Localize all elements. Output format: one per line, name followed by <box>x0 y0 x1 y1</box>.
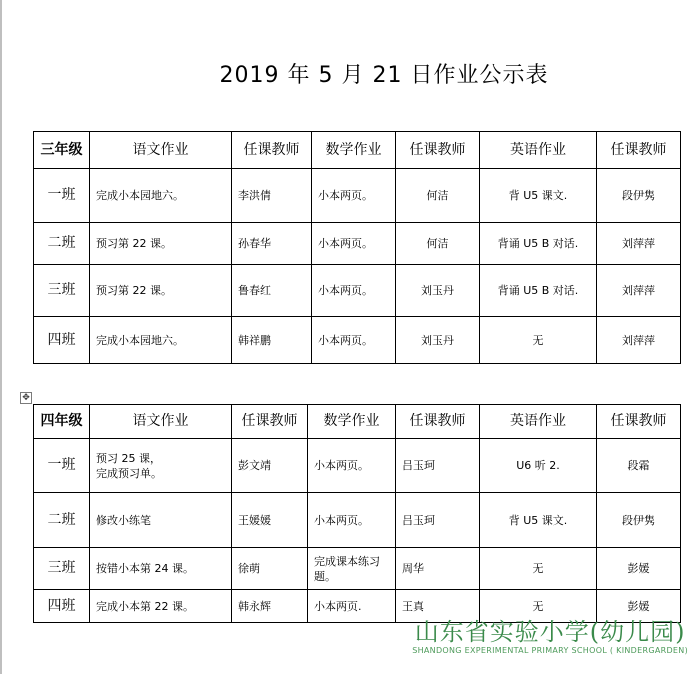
math-homework: 小本两页。 <box>312 265 396 317</box>
teacher-name: 段霜 <box>597 439 681 493</box>
table-row <box>34 223 681 265</box>
class-label: 二班 <box>34 223 90 265</box>
teacher-name: 段伊隽 <box>597 169 681 223</box>
table-row <box>34 493 681 548</box>
class-label: 三班 <box>34 548 90 590</box>
english-homework: 背诵 U5 B 对话. <box>480 265 597 317</box>
teacher-name: 彭文靖 <box>232 439 308 493</box>
grade-label: 三年级 <box>34 132 90 169</box>
class-label: 一班 <box>34 439 90 493</box>
class-label: 一班 <box>34 169 90 223</box>
teacher-name: 刘玉丹 <box>396 265 480 317</box>
page-edge <box>0 0 2 674</box>
table-header-row <box>34 132 681 169</box>
math-homework: 小本两页。 <box>312 169 396 223</box>
teacher-name: 鲁春红 <box>232 265 312 317</box>
teacher-name: 韩祥鹏 <box>232 317 312 364</box>
english-homework: U6 听 2. <box>480 439 597 493</box>
chinese-homework: 预习第 22 课。 <box>90 223 232 265</box>
chinese-homework: 完成小本园地六。 <box>90 169 232 223</box>
english-homework: 无 <box>480 590 597 623</box>
english-homework: 无 <box>480 548 597 590</box>
math-homework <box>308 548 396 590</box>
header-chinese: 语文作业 <box>90 132 232 169</box>
header-teacher: 任课教师 <box>232 405 308 439</box>
math-homework: 小本两页。 <box>308 439 396 493</box>
school-logo <box>412 618 688 656</box>
teacher-name: 刘萍萍 <box>597 265 681 317</box>
table-row <box>34 169 681 223</box>
class-label: 二班 <box>34 493 90 548</box>
header-teacher: 任课教师 <box>396 405 480 439</box>
chinese-homework <box>90 439 232 493</box>
table-row <box>34 265 681 317</box>
table-row <box>34 548 681 590</box>
teacher-name: 段伊隽 <box>597 493 681 548</box>
class-label: 四班 <box>34 590 90 623</box>
header-teacher: 任课教师 <box>396 132 480 169</box>
teacher-name: 刘萍萍 <box>597 317 681 364</box>
english-homework: 无 <box>480 317 597 364</box>
math-homework-line: 完成课本练习 <box>314 554 380 568</box>
teacher-name: 李洪倩 <box>232 169 312 223</box>
teacher-name: 何洁 <box>396 169 480 223</box>
homework-table-grade3 <box>33 131 681 364</box>
class-label: 四班 <box>34 317 90 364</box>
chinese-homework: 完成小本园地六。 <box>90 317 232 364</box>
header-english: 英语作业 <box>480 132 597 169</box>
math-homework: 小本两页。 <box>312 317 396 364</box>
header-math: 数学作业 <box>312 132 396 169</box>
teacher-name: 何洁 <box>396 223 480 265</box>
teacher-name: 吕玉珂 <box>396 493 480 548</box>
header-teacher: 任课教师 <box>597 132 681 169</box>
move-arrows-icon[interactable]: ✥ <box>20 392 32 404</box>
table-row <box>34 439 681 493</box>
teacher-name: 王真 <box>396 590 480 623</box>
header-math: 数学作业 <box>308 405 396 439</box>
teacher-name: 刘玉丹 <box>396 317 480 364</box>
math-homework-line: 题。 <box>314 569 336 583</box>
page-title: 2019 年 5 月 21 日作业公示表 <box>219 63 549 88</box>
teacher-name: 吕玉珂 <box>396 439 480 493</box>
chinese-homework: 修改小练笔 <box>90 493 232 548</box>
header-english: 英语作业 <box>480 405 597 439</box>
table-row <box>34 317 681 364</box>
table-header-row <box>34 405 681 439</box>
chinese-homework: 预习第 22 课。 <box>90 265 232 317</box>
teacher-name: 韩永辉 <box>232 590 308 623</box>
english-homework: 背诵 U5 B 对话. <box>480 223 597 265</box>
chinese-homework: 完成小本第 22 课。 <box>90 590 232 623</box>
teacher-name: 彭媛 <box>597 548 681 590</box>
teacher-name: 周华 <box>396 548 480 590</box>
grade-label: 四年级 <box>34 405 90 439</box>
english-homework: 背 U5 课文. <box>480 493 597 548</box>
teacher-name: 彭媛 <box>597 590 681 623</box>
teacher-name: 孙春华 <box>232 223 312 265</box>
school-logo-english: SHANDONG EXPERIMENTAL PRIMARY SCHOOL ( KINDERGARDEN) <box>412 646 688 655</box>
class-label: 三班 <box>34 265 90 317</box>
teacher-name: 刘萍萍 <box>597 223 681 265</box>
math-homework: 小本两页。 <box>312 223 396 265</box>
chinese-homework-line: 预习 25 课， <box>96 451 161 465</box>
header-teacher: 任课教师 <box>597 405 681 439</box>
school-logo-chinese: 山东省实验小学(幼儿园) <box>414 618 686 646</box>
header-teacher: 任课教师 <box>232 132 312 169</box>
math-homework: 小本两页. <box>308 590 396 623</box>
header-chinese: 语文作业 <box>90 405 232 439</box>
math-homework: 小本两页。 <box>308 493 396 548</box>
english-homework: 背 U5 课文. <box>480 169 597 223</box>
homework-table-grade4 <box>33 404 681 623</box>
teacher-name: 王媛媛 <box>232 493 308 548</box>
chinese-homework: 按错小本第 24 课。 <box>90 548 232 590</box>
teacher-name: 徐萌 <box>232 548 308 590</box>
chinese-homework-line: 完成预习单。 <box>96 466 162 480</box>
